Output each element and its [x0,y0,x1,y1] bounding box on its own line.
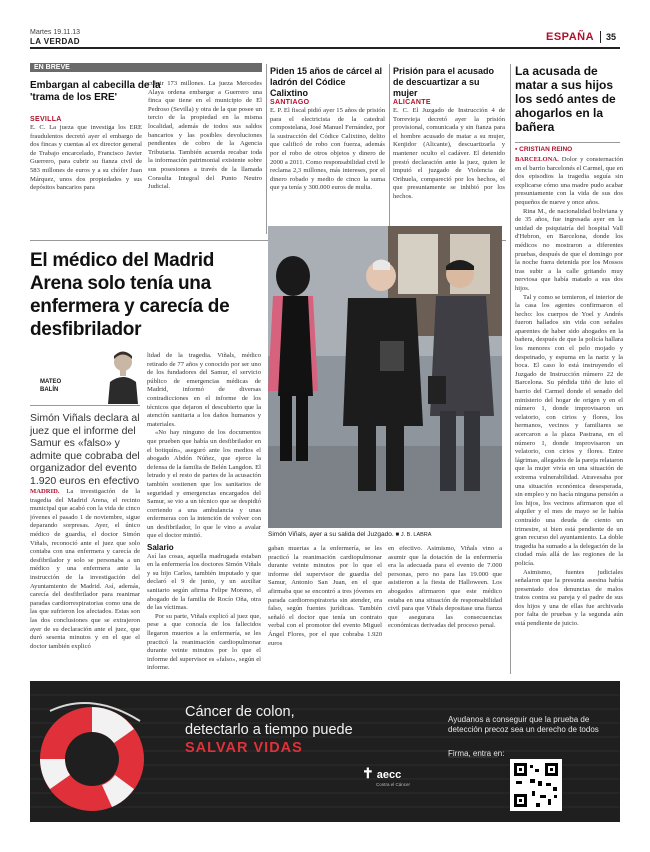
main-col2c: Así las cosas, aquella madrugada estaban en la enfermería los doctores Simón Viñals y su hijo Carlos, también imputado y que declaró el 9 de junio, y un auxiliar sanitario según afirma Felipe Moreno, el abogado de la familia de Rocío Oña, otra de las víctimas. [147,552,261,612]
side-text [515,156,623,676]
main-headline: El médico del Madrid Arena solo tenía una enfermera y carecía de desfibrilador [30,250,230,340]
section-name: ESPAÑA [546,31,595,43]
ad-logo-text: aecc [376,769,402,781]
main-col2b: «No hay ninguno de los documentos que prueben que había un desfibrilador en el botiquín», aseguró ante los medios el abogado Abdón Núñez, que ejerce la defensa de la familia de Belén Langdon. El letrado y el resto de partes de la acusación también sostienen que los sanitarios de seguridad y emergencias encargados del Samur, se vio a un técnico que se despidió corriendo a una ambulancia y unas enfermeras con la intención de volver con un desfibrilador, lo que le vino a avalar que el doctor mintió. [147,429,261,540]
main-photo [268,226,502,528]
briefs-label [30,63,262,72]
side-p3: Tal y como se temieron, el interior de la casa los agentes confirmaron el hecho: los cuerpos de Yoel y Andrés fueron hallados sin vida con señales aparentes de haber sido ahogados en la bañera, después de que la policía hallara los menores con el pelo mojado y despeinado, y espuma en la nariz y la boca. El caso lo está instruyendo el Juzgado de Instrucción número 22 de Barcelona. Su pérdida tiñó de luto el barrio del Carmel donde el senado del ministerio del hogar de origen y en el número 1, donde improvisaron un velatorio, con cirios y flores, los hermanos, vecinos y familiares se acercaron a la plaza Pastrana, en el número 1, donde improvisaron un velatorio, con cirios y flores. Entre lágrimas, allegados de la pareja relataron que la mujer vivía en una situación de extrema vulnerabilidad. Atravesaba por una situación económica desesperada, sin empleo y no hacía ninguna pensión a los hijos, los vecinos afirmaron que el alquiler y el mes de mayo se le había contraído una deuda de ciento un trimestre, si bien está pendiente de un gran recurso del ayuntamiento. La doble tragedia ha sumado a la delegación de la ciudad más allá de las regiones de la policía. [515,293,623,567]
author-first-name: MATEO [40,379,62,385]
main-text-col4: en efectivo. Asimismo, Viñals vino a asumir que la dotación de la enfermería era la adecuada para el evento de 7.000 personas, pero no para las 19.000 que asistieron a la fiesta de Halloween. Los abogados afirmaron que este médico estaba en una situación de responsabilidad civil para que Viñals depositase una fianza que asegurara las consecuencias económicas derivadas del proceso penal. [388,545,502,630]
brief3-text: E. C. El Juzgado de Instrucción 4 de Torrevieja decretó ayer la prisión provisional, comunicada y sin fianza para el hombre acusado de matar a su mujer, Kenjidor (Alicante), descuartizarla y mantener oculto el cadáver. El detenido prestó declaración ante la juez, quien le imputó el juzgado de Violencia de Orihuela, compareció por los hechos, el que presuntamente se inhibió por los hechos. [393,107,505,200]
qr-code-icon [510,759,562,811]
side-p2: Rina M., de nacionalidad boliviana y de 35 años, fue ingresada ayer en la unidad de psiquiatría del hospital Vall d'Hebron, en Barcelona, donde los médicos no mostraron a diferentes pruebas, después de que el domingo por la noche fuera detenida por los Mossos tras subir a la calle gritando muy nerviosa que había matado a sus dos hijos. [515,207,623,292]
brief1-text-col2: cubrir 173 millones. La jueza Mercedes Alaya ordena embargar a Guerrero una finca que tiene en el municipio de El Pedroso (Sevilla) y otra de la que posee un tercio de la propiedad en la misma localidad, además de todos sus saldos bancarios y las posibles devoluciones pendientes de cobro de la Agencia Tributaria. También acuerda recabar toda la información patrimonial existente sobre sus posesiones a través de la llamada Consulta Integral del Punto Neutro Judicial. [148,80,262,191]
ad-sign-label: Firma, entra en: [448,749,505,758]
author-marker-icon: ▪ [515,146,520,153]
author-last-name: BALÍN [40,387,59,393]
side-location: BARCELONA. [515,156,559,163]
briefs-label-text: EN BREVE [34,64,70,71]
main-text-col3: gaban muertas a la enfermería, se les practicó la reanimación cardiopulmonar durante veinte minutos por lo que el informe del supervisor de guardia del Samur, Antonio San Juan, en el que afirmaba que se encontró a tres jóvenes en parada cardiorrespiratoria sin atender, era falso, según fuentes jurídicas. También señaló el doctor que tenía un contrato verbal con el promotor del evento Miguel Ángel Flores, por el que cobraba 1.920 euros [268,545,382,647]
page-number: 35 [606,32,617,42]
author-avatar [108,348,138,404]
ad-logo [362,765,410,787]
brief2-text: E. P. El fiscal pidió ayer 15 años de prisión para el electricista de la catedral compostelana, José Manuel Fernández, por la sustracción del Códice Calixtino, delito que calificó de robo con fuerza, además por el robo de otros objetos y dinero de 2000 a 2011. Como responsabilidad civil le reclama 2,3 millones, más intereses, por el dinero robado y medio de cinco la suma que ya tenía y 300.000 euros de multa. [270,107,385,192]
ad-title-line1: Cáncer de colon, [185,704,295,720]
brief3-location: ALICANTE [393,99,431,106]
header-date: Martes 19.11.13 [30,29,81,36]
main-text-col1 [30,488,140,678]
side-p4: Asimismo, fuentes judiciales señalaron que la presunta asesina había presentado dos denuncias de malos tratos contra su pareja y el padre de sus dos hijos y una de ellas fue archivada por falta de pruebas y la segunda aún está pendiente de juicio. [515,568,623,628]
main-col2a: lidad de la tragedia. Viñals, médico retirado de 77 años y conocido por ser uno de los fundadores del Samur, el servicio público de emergencias médicas de Madrid, informó de diversas contradicciones en el informe de los técnicos que dejaron el descubierto que la atención sanitaria a los daños humanos y materiales. [147,352,261,428]
photo-caption [268,531,502,538]
main-text-col2 [147,352,261,678]
side-p1: Dolor y consternación en el barrio barcelonés el Carmel, que en dos episodios la tragedia seguía sin explicarse cómo una madre pudo acabar presuntamente con la vida de sus dos pequeños de nueve y once años. [515,156,623,206]
photo-caption-text: Simón Viñals, ayer a su salida del Juzgado. [268,531,394,538]
photo-credit: J. B. LABRA [400,532,432,538]
ad-right-text: Ayudanos a conseguir que la prueba de detección precoz sea un derecho de todos [448,715,599,734]
cross-icon: ✝ [362,765,374,781]
lifebuoy-icon [40,703,144,811]
ad-title-line3: SALVAR VIDAS [185,740,303,756]
ad-banner[interactable] [30,681,620,822]
main-author [40,378,61,394]
brief1-text-col1: E. C. La jueza que investiga los ERE fraudulentos decretó ayer el embargo de dos fincas y cuentas al ex director general de Trabajo encarcelado, Francisco Javier Guerrero, para cubrir su fianza civil de 583 millones de euros y a su chófer Juan Márquez, unos dos propiedades y sus depósitos bancarios para [30,124,142,192]
main-subhead: Simón Viñals declara al juez que el informe del Samur es «falso» y admite que cobraba del organizador del evento 1.920 euros en efectivo [30,412,140,487]
header-paper: LA VERDAD [30,37,80,46]
camera-icon: ■ [395,532,400,538]
side-author [515,146,572,153]
main-location: MADRID. [30,488,60,495]
salario-subtitle: Salario [147,543,174,553]
ad-title [185,703,435,757]
brief2-title: Piden 15 años de cárcel al ladrón del Códice Calixtino [270,66,383,98]
ad-logo-sub: Contra el Cáncer [376,782,411,787]
main-col1-text: La investigación de la tragedia del Madrid Arena, el recinto municipal que acabó con la vida de cinco jóvenes el pasado 1 de noviembre, sigue deparando sorpresas. Ayer, el único médico de guardia, el doctor Simón Viñals, reconoció ante el juez que solo contaba con una enfermera y carecía de desfibrilador y solo se personaba a un médico y una enfermera ante la instrucción de la investigación del Ayuntamiento de Madrid. Así, además, carecía del desfibrilador para reanimar paradas cardiorrespiratorias como una de las que sufrieron los afectados. Estas son las dos conclusiones que se extrajeron ayer de su declaración ante el juez, que duró sesenta minutos y en el que el doctor también explicó [30,488,140,650]
brief1-location: SEVILLA [30,116,62,123]
brief3-title: Prisión para el acusado de descuartizar a su mujer [393,66,495,98]
brief2-location: SANTIAGO [270,99,310,106]
side-author-name: CRISTIAN REINO [519,146,573,153]
main-col2d: Por su parte, Viñals explicó al juez que, pese a que conocía de los fallecidos llegaron muertos a la enfermería, se les practicó la reanimación cardiopulmonar durante veinte minutos por lo que el informe del supervisor es «falso», según el informe. [147,612,261,672]
side-headline: La acusada de matar a sus hijos los sedó antes de ahogarlos en la bañera [515,64,616,134]
ad-title-line2: detectarlo a tiempo puede [185,722,353,738]
brief1-title: Embargan al cabecilla de la 'trama de los ERE' [30,80,161,103]
